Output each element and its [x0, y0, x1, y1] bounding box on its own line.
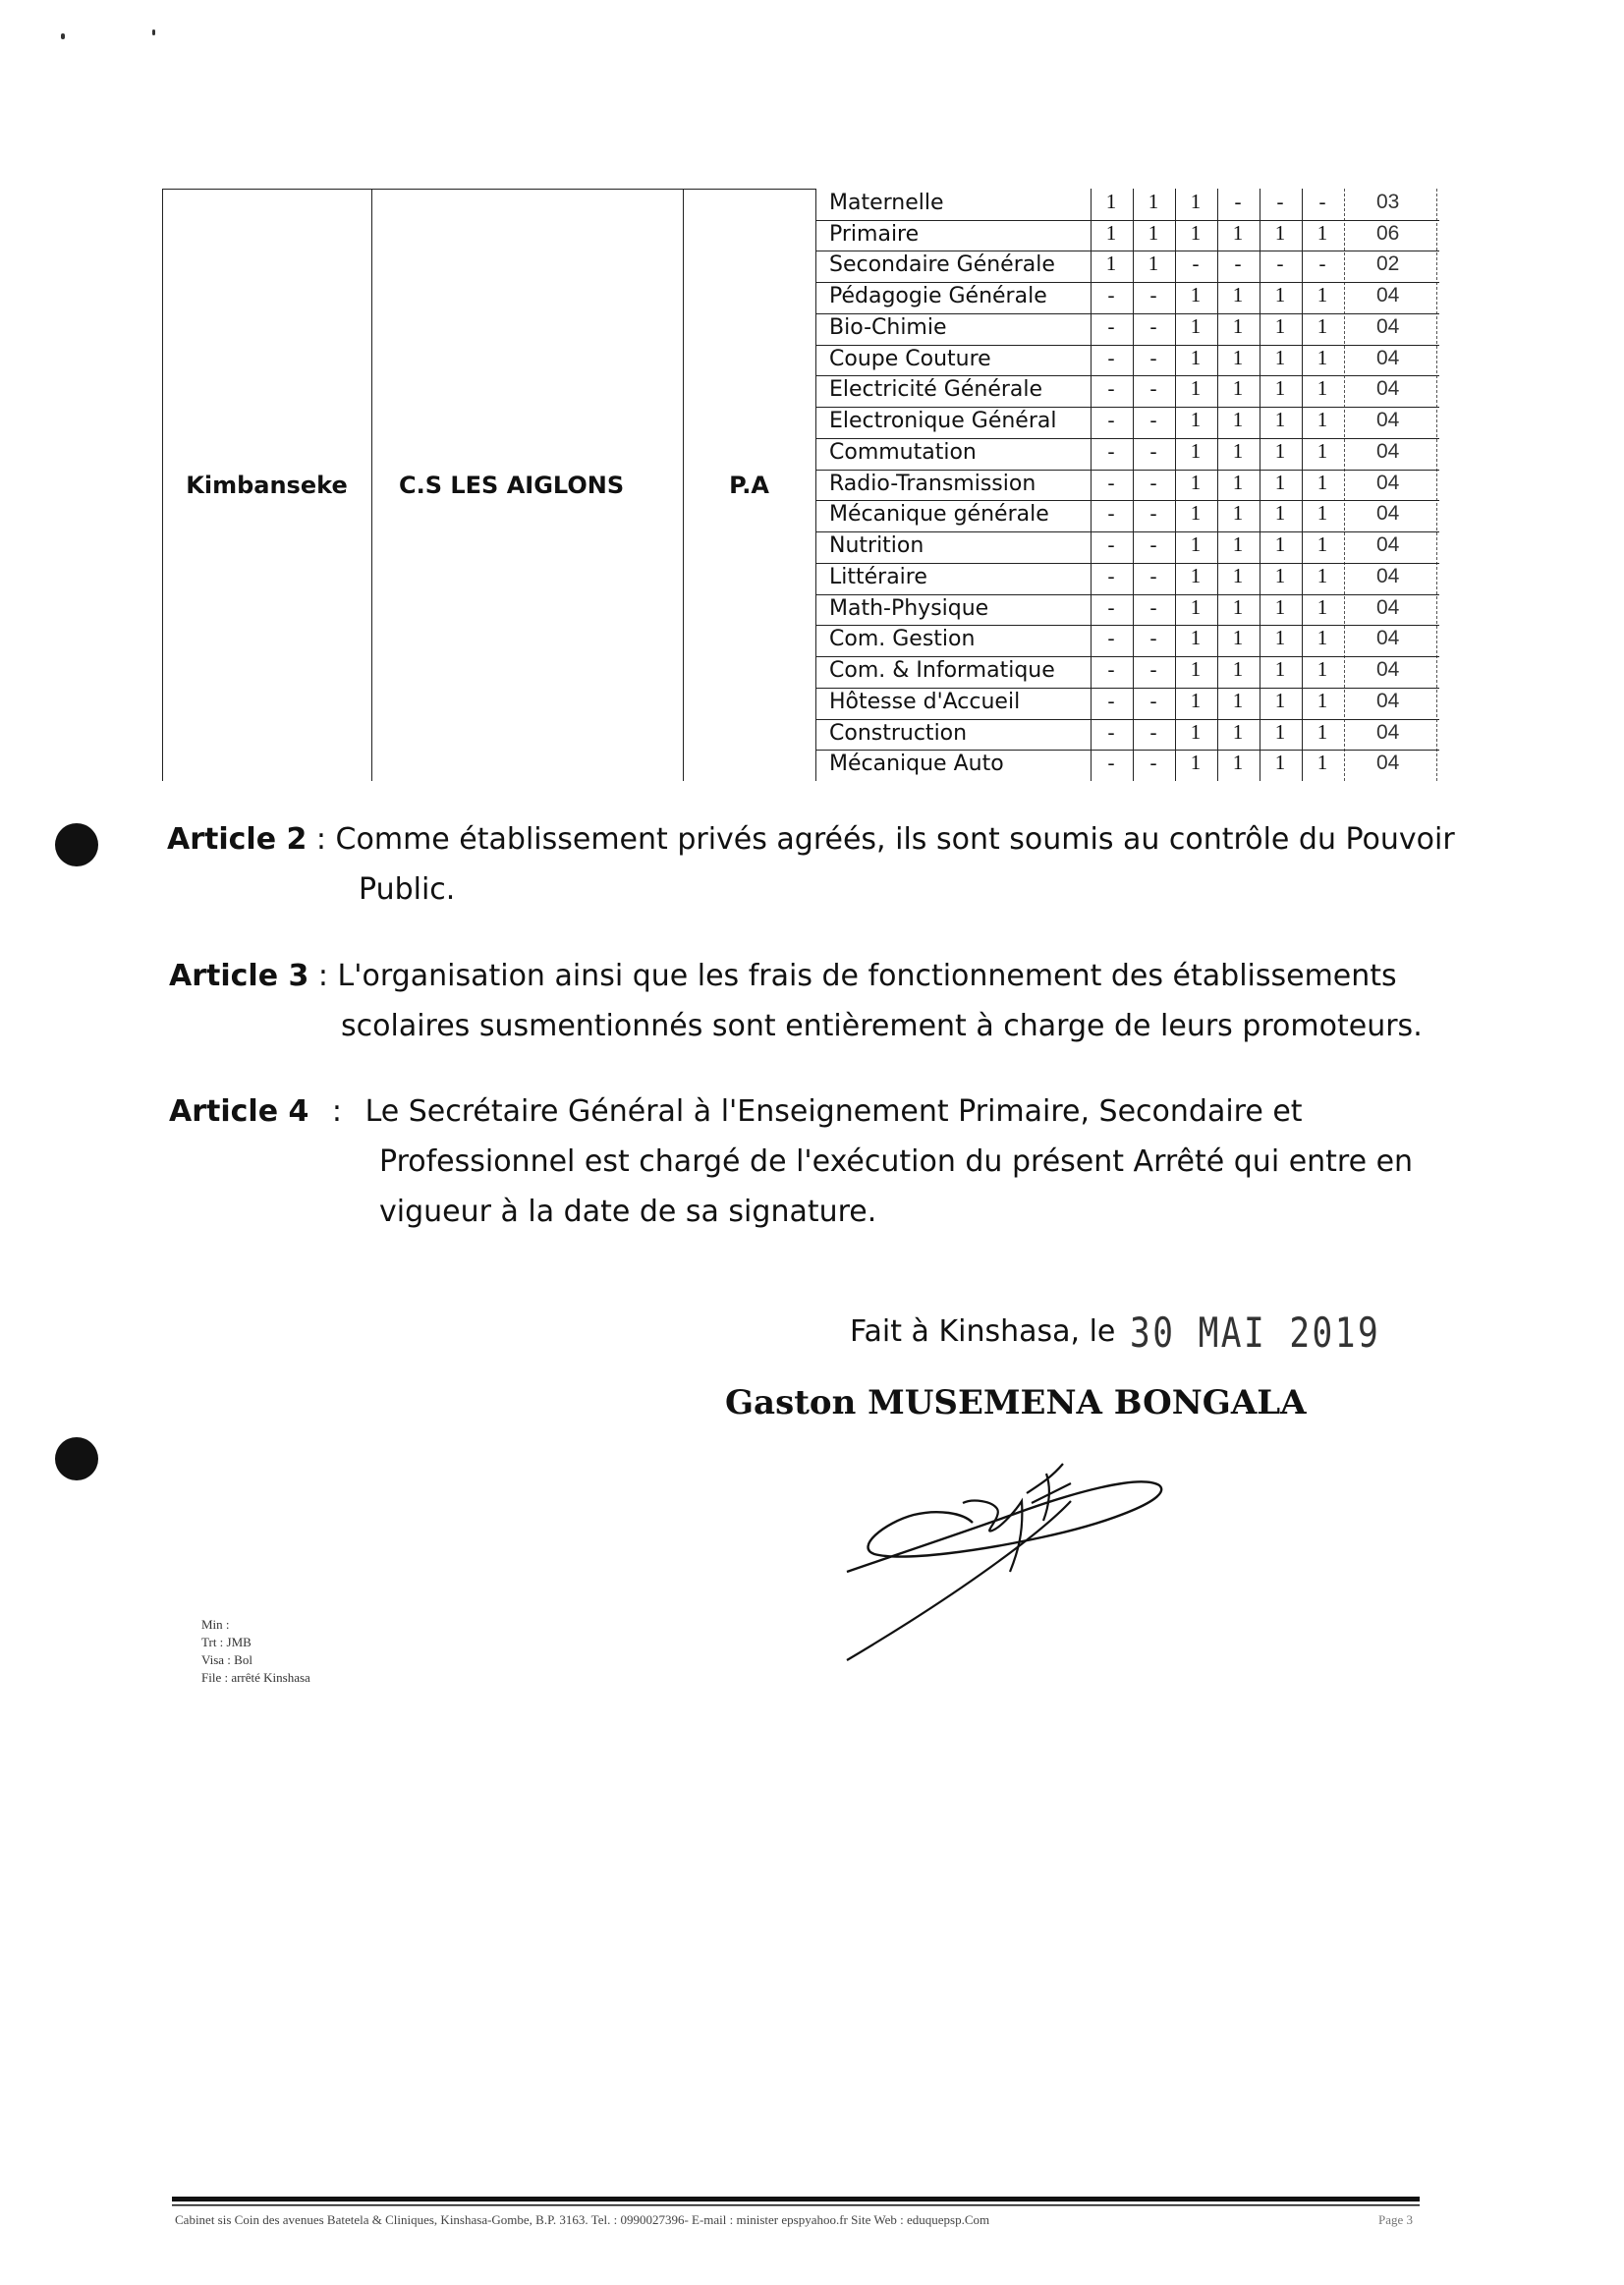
class-count: 1 [1232, 532, 1244, 557]
total-count: 04 [1376, 595, 1400, 619]
class-count: 1 [1316, 751, 1328, 775]
total-count: 04 [1376, 314, 1400, 338]
option-name: Commutation [829, 439, 977, 465]
total-count: 02 [1376, 252, 1400, 276]
class-count: - [1107, 313, 1115, 338]
class-count: 1 [1232, 626, 1244, 650]
option-name: Math-Physique [829, 595, 989, 621]
reference-line: Min : [201, 1617, 230, 1632]
class-count: - [1107, 563, 1115, 587]
punch-hole-bottom [55, 1437, 98, 1480]
class-count: - [1234, 190, 1242, 213]
article-text: : L'organisation ainsi que les frais de fonctionnement des établissements [308, 959, 1397, 993]
scan-speck [152, 29, 155, 35]
class-count: 1 [1190, 345, 1202, 369]
class-count: 1 [1274, 532, 1286, 557]
table-row [815, 438, 1439, 471]
class-count: - [1107, 719, 1115, 744]
class-count: 1 [1274, 594, 1286, 619]
class-count: - [1107, 283, 1115, 307]
class-count: - [1276, 190, 1284, 213]
class-count: 1 [1316, 719, 1328, 744]
class-count: 1 [1232, 719, 1244, 744]
class-count: 1 [1190, 688, 1202, 712]
article-separator: : [322, 1094, 352, 1129]
class-count: 1 [1232, 470, 1244, 494]
table-row [815, 531, 1439, 564]
footer-address: Cabinet sis Coin des avenues Batetela & Cliniques, Kinshasa-Gombe, B.P. 3163. Tel. : 0990027396- E-mail : minister epspyahoo.fr Site Web : eduquepsp.Com [175, 2212, 990, 2227]
class-count: 1 [1148, 251, 1159, 276]
class-count: 1 [1274, 376, 1286, 401]
class-count: 1 [1316, 313, 1328, 338]
regime-cell [683, 189, 815, 781]
total-count: 04 [1376, 346, 1400, 369]
article-4 [169, 1087, 1413, 1237]
class-count: - [1107, 376, 1115, 401]
class-count: 1 [1190, 626, 1202, 650]
class-count: 1 [1274, 220, 1286, 245]
class-count: 1 [1105, 220, 1117, 245]
class-count: 1 [1190, 408, 1202, 432]
class-count: 1 [1274, 719, 1286, 744]
total-count: 04 [1376, 284, 1400, 307]
class-count: 1 [1190, 532, 1202, 557]
class-count: 1 [1105, 190, 1117, 213]
table-row [815, 656, 1439, 689]
date-stamp: 30 MAI 2019 [1130, 1309, 1381, 1357]
article-label: Article 2 [167, 822, 308, 857]
place-date: Fait à Kinshasa, le [850, 1314, 1116, 1349]
class-count: 1 [1232, 438, 1244, 463]
article-text: : Comme établissement privés agréés, ils sont soumis au contrôle du Pouvoir [307, 822, 1455, 857]
page-number: Page 3 [1377, 2212, 1413, 2227]
class-count: - [1149, 501, 1157, 526]
option-name: Com. & Informatique [829, 658, 1055, 684]
option-name: Secondaire Générale [829, 252, 1055, 278]
article-text: Professionnel est chargé de l'exécution du présent Arrêté qui entre en [379, 1144, 1414, 1179]
class-count: 1 [1274, 470, 1286, 494]
class-count: - [1107, 438, 1115, 463]
class-count: - [1107, 345, 1115, 369]
class-count: 1 [1274, 345, 1286, 369]
option-name: Electricité Générale [829, 377, 1043, 403]
class-count: 1 [1232, 657, 1244, 682]
class-count: 1 [1316, 283, 1328, 307]
table-row [815, 282, 1439, 314]
class-count: - [1149, 594, 1157, 619]
class-count: - [1149, 438, 1157, 463]
class-count: 1 [1148, 220, 1159, 245]
article-text: vigueur à la date de sa signature. [379, 1195, 877, 1229]
option-name: Pédagogie Générale [829, 284, 1047, 309]
class-count: 1 [1190, 438, 1202, 463]
class-count: 1 [1232, 313, 1244, 338]
table-row [815, 470, 1439, 502]
table-row [815, 719, 1439, 752]
punch-hole-top [55, 823, 98, 866]
footer-rule [172, 2197, 1420, 2208]
total-count: 04 [1376, 752, 1400, 775]
class-count: 1 [1232, 408, 1244, 432]
total-count: 04 [1376, 564, 1400, 587]
table-row [815, 500, 1439, 532]
class-count: - [1149, 470, 1157, 494]
class-count: 1 [1190, 594, 1202, 619]
internal-references [201, 1616, 310, 1687]
table-row [815, 313, 1439, 346]
class-count: 1 [1316, 594, 1328, 619]
table-row [815, 189, 1439, 221]
class-count: 1 [1232, 751, 1244, 775]
scan-speck [61, 33, 65, 39]
article-label: Article 3 [169, 959, 309, 993]
class-count: 1 [1274, 657, 1286, 682]
class-count: - [1107, 657, 1115, 682]
article-2 [167, 814, 1455, 915]
table-row [815, 750, 1439, 781]
reference-line: File : arrêté Kinshasa [201, 1670, 310, 1685]
option-name: Electronique Général [829, 409, 1057, 434]
class-count: 1 [1190, 470, 1202, 494]
class-count: - [1192, 251, 1200, 276]
table-row [815, 251, 1439, 283]
class-count: 1 [1274, 563, 1286, 587]
total-count: 04 [1376, 533, 1400, 557]
class-count: - [1107, 626, 1115, 650]
class-count: 1 [1190, 563, 1202, 587]
class-count: 1 [1316, 438, 1328, 463]
class-count: - [1107, 688, 1115, 712]
class-count: 1 [1190, 283, 1202, 307]
class-count: - [1149, 283, 1157, 307]
class-count: 1 [1232, 220, 1244, 245]
class-count: - [1149, 719, 1157, 744]
class-count: 1 [1316, 688, 1328, 712]
class-count: 1 [1274, 408, 1286, 432]
school-cell [371, 189, 683, 781]
class-count: 1 [1316, 470, 1328, 494]
handwritten-signature [845, 1444, 1179, 1670]
total-count: 04 [1376, 658, 1400, 682]
options-grid [815, 189, 1439, 781]
reference-line: Visa : Bol [201, 1652, 252, 1667]
option-name: Mécanique générale [829, 502, 1049, 528]
class-count: 1 [1316, 626, 1328, 650]
class-count: 1 [1190, 657, 1202, 682]
class-count: 1 [1190, 501, 1202, 526]
article-text: Le Secrétaire Général à l'Enseignement Primaire, Secondaire et [364, 1094, 1303, 1129]
class-count: - [1107, 501, 1115, 526]
article-3 [169, 951, 1423, 1051]
option-name: Construction [829, 720, 968, 746]
class-count: 1 [1232, 563, 1244, 587]
class-count: - [1107, 594, 1115, 619]
class-count: 1 [1190, 376, 1202, 401]
table-row [815, 345, 1439, 377]
option-name: Coupe Couture [829, 346, 991, 371]
class-count: 1 [1316, 376, 1328, 401]
class-count: 1 [1105, 251, 1117, 276]
class-count: - [1318, 190, 1326, 213]
class-count: 1 [1274, 688, 1286, 712]
option-name: Radio-Transmission [829, 471, 1036, 496]
class-count: 1 [1232, 283, 1244, 307]
class-count: - [1149, 751, 1157, 775]
class-count: 1 [1274, 438, 1286, 463]
class-count: - [1107, 532, 1115, 557]
school-name: C.S LES AIGLONS [399, 471, 625, 499]
class-count: - [1107, 470, 1115, 494]
class-count: - [1149, 532, 1157, 557]
class-count: 1 [1190, 751, 1202, 775]
class-count: 1 [1274, 626, 1286, 650]
class-count: 1 [1190, 719, 1202, 744]
reference-line: Trt : JMB [201, 1635, 252, 1649]
class-count: 1 [1232, 594, 1244, 619]
class-count: 1 [1190, 313, 1202, 338]
table-row [815, 688, 1439, 720]
class-count: - [1149, 626, 1157, 650]
class-count: 1 [1274, 313, 1286, 338]
article-text: scolaires susmentionnés sont entièrement à charge de leurs promoteurs. [341, 1009, 1423, 1043]
option-name: Bio-Chimie [829, 314, 947, 340]
class-count: - [1149, 376, 1157, 401]
commune-cell [162, 189, 371, 781]
total-count: 04 [1376, 471, 1400, 494]
option-name: Hôtesse d'Accueil [829, 689, 1021, 714]
table-row [815, 625, 1439, 657]
class-count: - [1149, 563, 1157, 587]
class-count: - [1318, 251, 1326, 276]
class-count: 1 [1232, 501, 1244, 526]
class-count: 1 [1232, 376, 1244, 401]
class-count: 1 [1316, 501, 1328, 526]
class-count: 1 [1316, 220, 1328, 245]
total-count: 04 [1376, 377, 1400, 401]
regime-code: P.A [729, 471, 769, 499]
class-count: - [1276, 251, 1284, 276]
class-count: 1 [1316, 657, 1328, 682]
class-count: 1 [1316, 345, 1328, 369]
footer [175, 2212, 1423, 2228]
option-name: Nutrition [829, 533, 924, 559]
class-count: 1 [1190, 220, 1202, 245]
class-count: 1 [1190, 190, 1202, 213]
class-count: - [1149, 345, 1157, 369]
option-name: Maternelle [829, 191, 944, 215]
commune-name: Kimbanseke [186, 471, 348, 499]
signatory-name: Gaston MUSEMENA BONGALA [725, 1383, 1307, 1422]
school-table [162, 189, 1439, 781]
class-count: 1 [1316, 563, 1328, 587]
option-name: Com. Gestion [829, 627, 976, 652]
class-count: 1 [1274, 751, 1286, 775]
class-count: - [1149, 657, 1157, 682]
class-count: 1 [1274, 501, 1286, 526]
class-count: - [1149, 313, 1157, 338]
class-count: 1 [1316, 532, 1328, 557]
table-row [815, 375, 1439, 408]
table-row [815, 594, 1439, 627]
article-text: Public. [359, 872, 456, 907]
class-count: - [1149, 408, 1157, 432]
class-count: - [1149, 688, 1157, 712]
class-count: 1 [1316, 408, 1328, 432]
article-label: Article 4 [169, 1094, 309, 1129]
total-count: 04 [1376, 409, 1400, 432]
total-count: 06 [1376, 221, 1400, 245]
option-name: Littéraire [829, 564, 927, 589]
option-name: Primaire [829, 221, 920, 247]
option-name: Mécanique Auto [829, 752, 1004, 777]
class-count: 1 [1232, 688, 1244, 712]
class-count: - [1107, 751, 1115, 775]
table-row [815, 220, 1439, 252]
total-count: 04 [1376, 627, 1400, 650]
total-count: 04 [1376, 720, 1400, 744]
class-count: 1 [1148, 190, 1159, 213]
table-row [815, 407, 1439, 439]
total-count: 04 [1376, 439, 1400, 463]
class-count: 1 [1232, 345, 1244, 369]
total-count: 04 [1376, 502, 1400, 526]
class-count: - [1234, 251, 1242, 276]
total-count: 03 [1376, 191, 1400, 213]
class-count: - [1107, 408, 1115, 432]
table-row [815, 563, 1439, 595]
total-count: 04 [1376, 689, 1400, 712]
class-count: 1 [1274, 283, 1286, 307]
